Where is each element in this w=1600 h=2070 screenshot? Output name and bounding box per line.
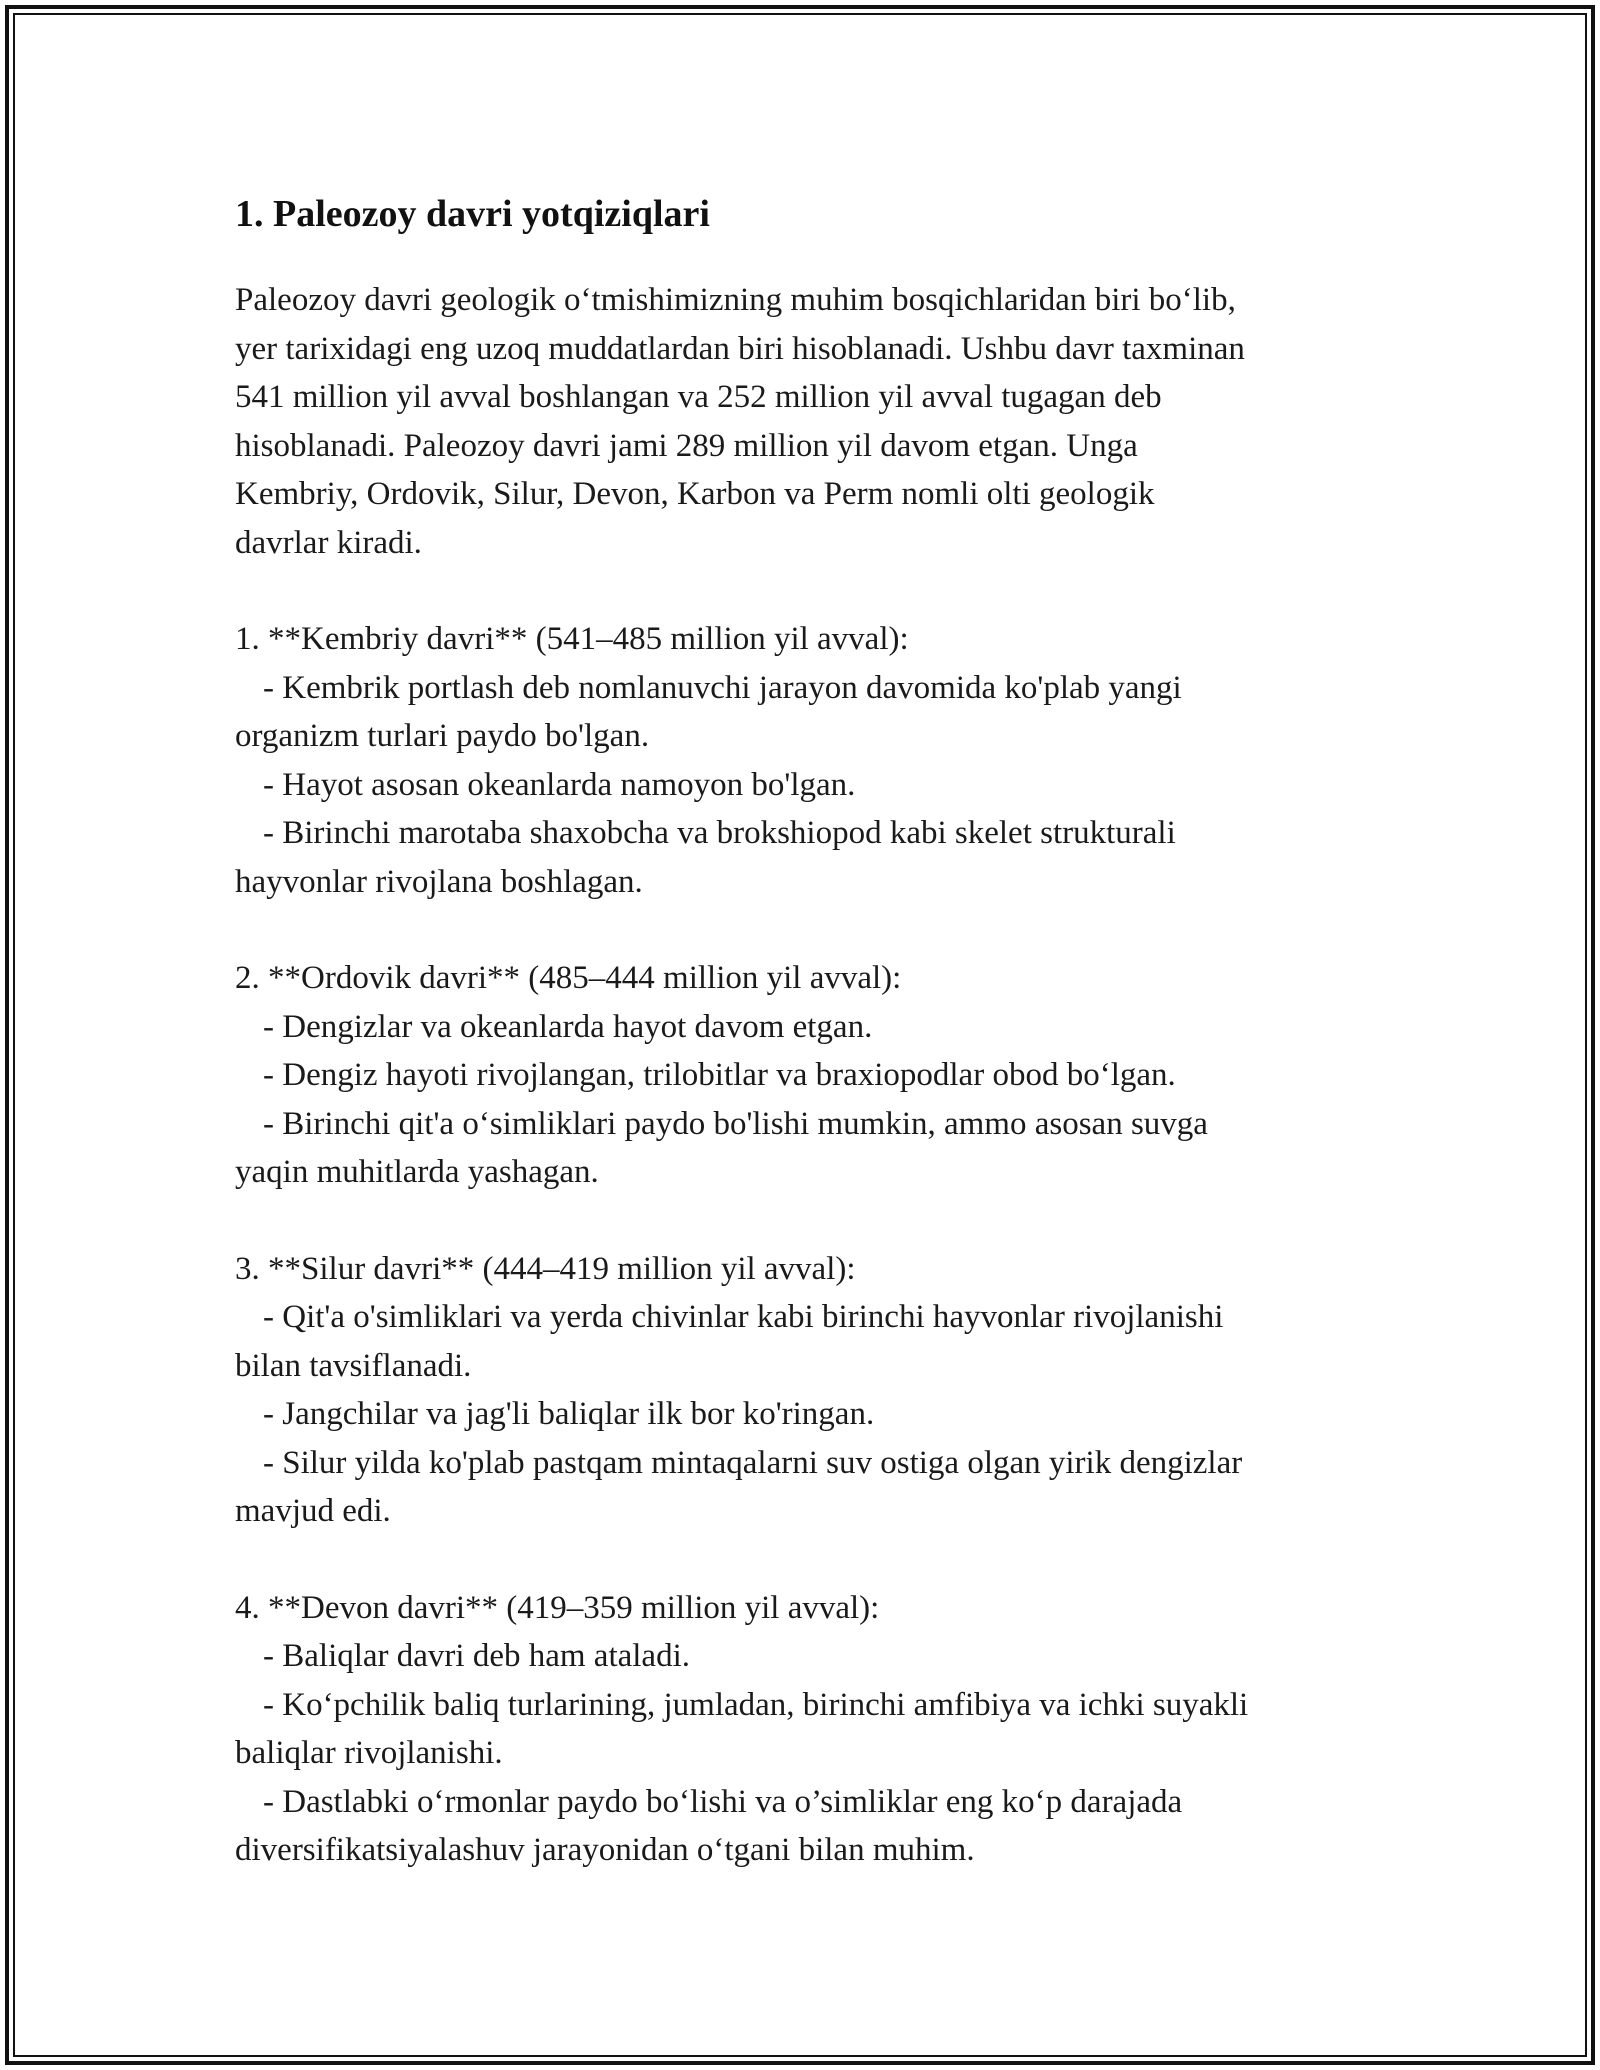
bullet-continuation: yaqin muhitlarda yashagan. [235,1154,599,1190]
bullet-line: - Jangchilar va jag'li baliqlar ilk bor ko'ringan. [263,1396,875,1432]
period-section-devon [235,1584,1375,1875]
document-title: 1. Paleozoy davri yotqiziqlari [235,193,710,235]
bullet-line: - Ko‘pchilik baliq turlarining, jumladan, birinchi amfibiya va ichki suyakli [263,1686,1249,1723]
bullet-line: - Dastlabki o‘rmonlar paydo bo‘lishi va o’simliklar eng ko‘p darajada [263,1783,1183,1820]
bullet-line: - Kembrik portlash deb nomlanuvchi jarayon davomida ko'plab yangi [263,669,1182,706]
period-section-kembriy [235,615,1375,906]
intro-paragraph [235,276,1375,567]
bullet-continuation: mavjud edi. [235,1493,391,1529]
intro-line: hisoblanadi. Paleozoy davri jami 289 million yil davom etgan. Unga [235,427,1138,464]
bullet-line: - Birinchi marotaba shaxobcha va brokshiopod kabi skelet strukturali [263,815,1176,851]
period-section-silur [235,1245,1375,1536]
bullet-continuation: hayvonlar rivojlana boshlagan. [235,863,643,900]
intro-line: Kembriy, Ordovik, Silur, Devon, Karbon va Perm nomli olti geologik [235,476,1155,512]
document-body [235,186,1375,1875]
section-heading: 1. **Kembriy davri** (541–485 million yil avval): [235,621,909,657]
bullet-line: - Silur yilda ko'plab pastqam mintaqalarni suv ostiga olgan yirik dengizlar [263,1444,1243,1481]
bullet-line: - Dengizlar va okeanlarda hayot davom etgan. [263,1008,873,1045]
bullet-line: - Hayot asosan okeanlarda namoyon bo'lgan. [263,766,856,803]
intro-line: Paleozoy davri geologik o‘tmishimizning muhim bosqichlaridan biri bo‘lib, [235,282,1236,318]
period-section-ordovik [235,954,1375,1197]
bullet-continuation: diversifikatsiyalashuv jarayonidan o‘tgani bilan muhim. [235,1832,975,1868]
section-heading: 4. **Devon davri** (419–359 million yil avval): [235,1589,880,1626]
bullet-continuation: organizm turlari paydo bo'lgan. [235,718,650,754]
bullet-line: - Birinchi qit'a o‘simliklari paydo bo'lishi mumkin, ammo asosan suvga [263,1105,1208,1142]
intro-line: davrlar kiradi. [235,524,422,561]
bullet-line: - Baliqlar davri deb ham ataladi. [263,1638,691,1674]
bullet-line: - Qit'a o'simliklari va yerda chivinlar kabi birinchi hayvonlar rivojlanishi [263,1299,1224,1335]
bullet-continuation: bilan tavsiflanadi. [235,1347,472,1384]
bullet-continuation: baliqlar rivojlanishi. [235,1735,503,1771]
intro-line: 541 million yil avval boshlangan va 252 million yil avval tugagan deb [235,379,1162,415]
section-heading: 3. **Silur davri** (444–419 million yil avval): [235,1250,856,1287]
bullet-line: - Dengiz hayoti rivojlangan, trilobitlar va braxiopodlar obod bo‘lgan. [263,1057,1176,1093]
section-heading: 2. **Ordovik davri** (485–444 million yil avval): [235,960,902,996]
intro-line: yer tarixidagi eng uzoq muddatlardan biri hisoblanadi. Ushbu davr taxminan [235,330,1245,367]
